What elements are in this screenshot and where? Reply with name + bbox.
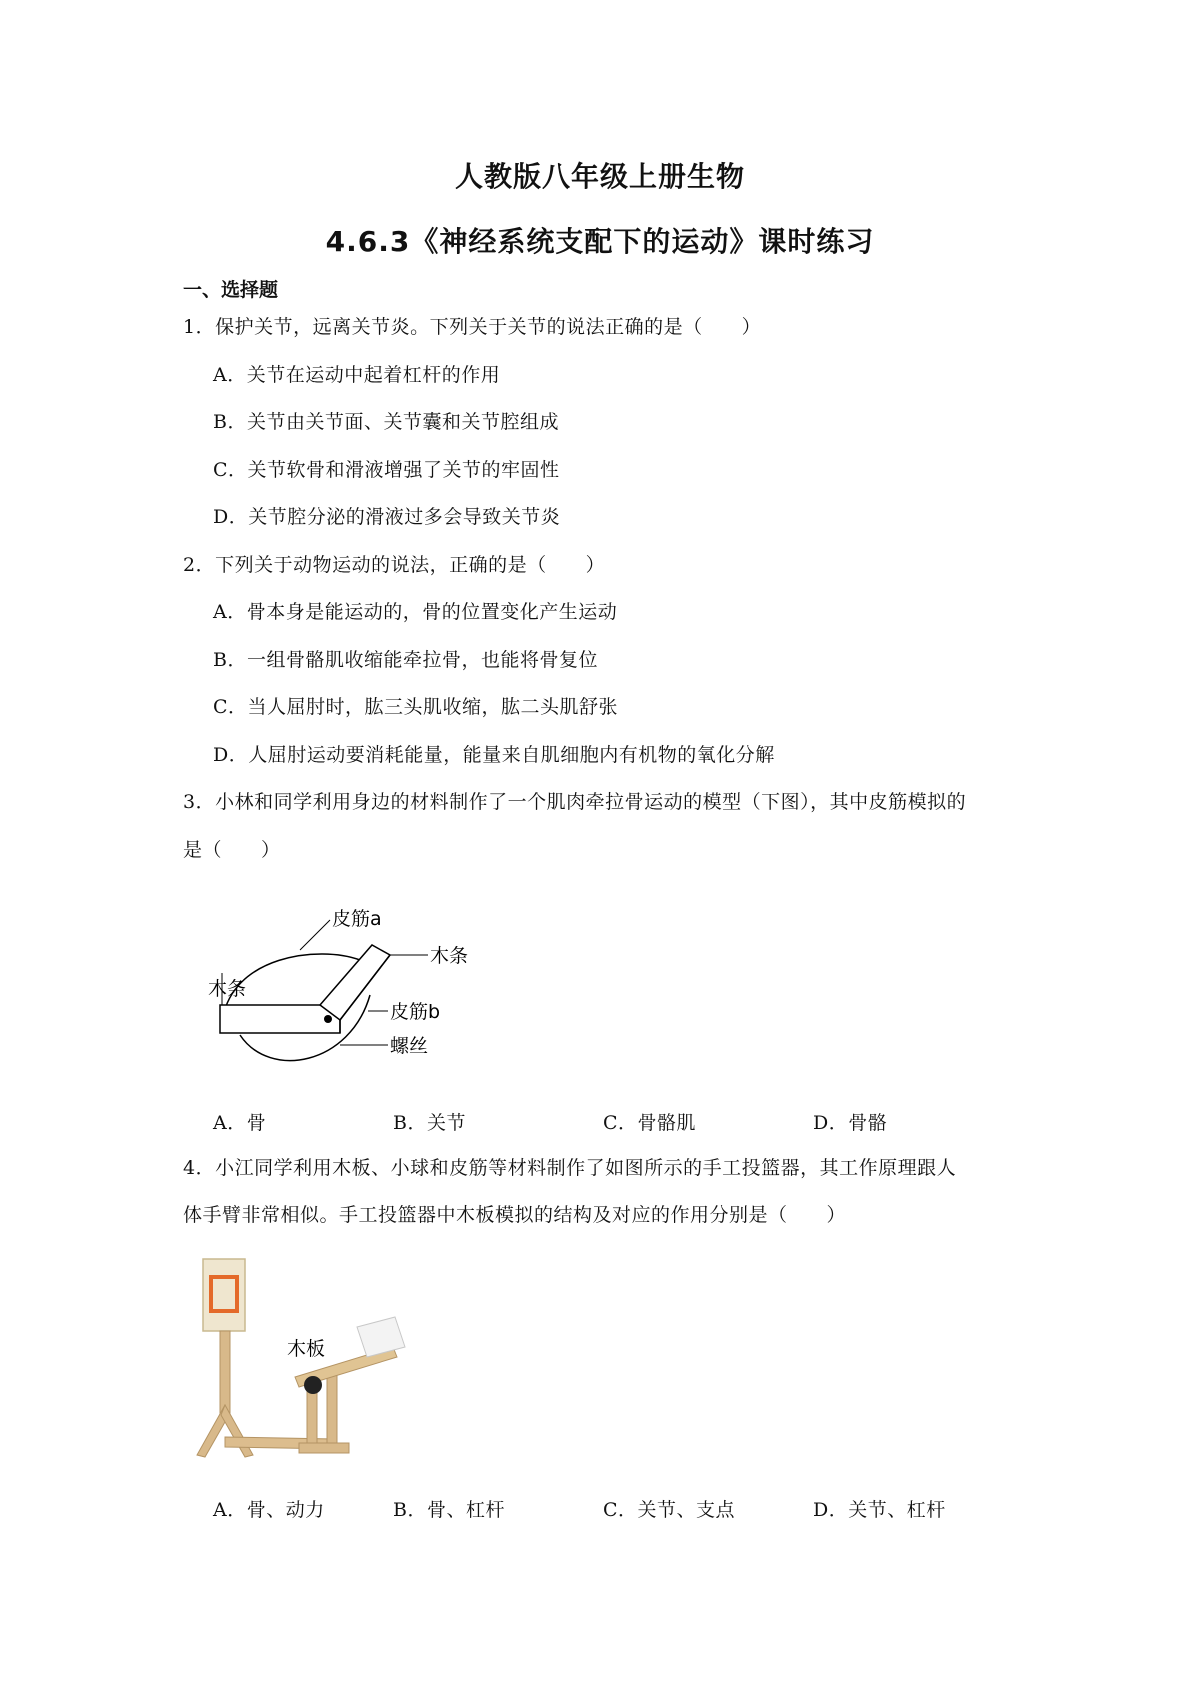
question-3-stem-line2: 是（ ） — [183, 839, 281, 861]
question-3-option-c: C．骨骼肌 — [603, 1112, 697, 1134]
pivot-wheel — [304, 1376, 322, 1394]
muscle-model-figure — [200, 895, 500, 1070]
question-2-stem: 2．下列关于动物运动的说法，正确的是（ ） — [183, 554, 606, 576]
label-band-a: 皮筋a — [332, 908, 382, 930]
section-heading: 一、选择题 — [183, 279, 279, 301]
question-1-option-c: C．关节软骨和滑液增强了关节的牢固性 — [213, 459, 560, 481]
question-4-option-c: C．关节、支点 — [603, 1499, 736, 1521]
basket-shooter-figure — [195, 1255, 425, 1465]
wood-strip-left — [220, 1005, 340, 1033]
question-4-stem-line1: 4．小江同学利用木板、小球和皮筋等材料制作了如图所示的手工投篮器，其工作原理跟人 — [183, 1157, 957, 1179]
label-band-b: 皮筋b — [390, 1001, 441, 1023]
label-board: 木板 — [287, 1338, 326, 1360]
question-4-option-a: A．骨、动力 — [213, 1499, 325, 1521]
question-2-option-a: A．骨本身是能运动的，骨的位置变化产生运动 — [213, 601, 618, 623]
question-4-option-b: B．骨、杠杆 — [393, 1499, 505, 1521]
question-4-stem-line2: 体手臂非常相似。手工投篮器中木板模拟的结构及对应的作用分别是（ ） — [183, 1204, 847, 1226]
label-screw: 螺丝 — [390, 1035, 429, 1057]
question-3-option-d: D．骨骼 — [813, 1112, 888, 1134]
question-4-option-d: D．关节、杠杆 — [813, 1499, 946, 1521]
document-subtitle: 4.6.3《神经系统支配下的运动》课时练习 — [325, 225, 875, 258]
label-wood-right: 木条 — [430, 945, 469, 967]
question-1-option-b: B．关节由关节面、关节囊和关节腔组成 — [213, 411, 559, 433]
question-2-option-b: B．一组骨骼肌收缩能牵拉骨，也能将骨复位 — [213, 649, 598, 671]
document-title: 人教版八年级上册生物 — [454, 160, 745, 193]
question-1-stem: 1．保护关节，远离关节炎。下列关于关节的说法正确的是（ ） — [183, 316, 762, 338]
question-1-option-d: D．关节腔分泌的滑液过多会导致关节炎 — [213, 506, 561, 528]
ball-cup — [357, 1317, 405, 1357]
question-3-option-a: A．骨 — [213, 1112, 267, 1134]
question-2-option-c: C．当人屈肘时，肱三头肌收缩，肱二头肌舒张 — [213, 696, 619, 718]
wood-strip-right — [320, 945, 390, 1020]
question-1-option-a: A．关节在运动中起着杠杆的作用 — [213, 364, 501, 386]
question-3-option-b: B．关节 — [393, 1112, 466, 1134]
screw-dot — [324, 1015, 332, 1023]
question-3-stem-line1: 3．小林和同学利用身边的材料制作了一个肌肉牵拉骨运动的模型（下图），其中皮筋模拟的 — [183, 791, 967, 813]
label-wood-left: 木条 — [208, 978, 247, 1000]
question-2-option-d: D．人屈肘运动要消耗能量，能量来自肌细胞内有机物的氧化分解 — [213, 744, 775, 766]
